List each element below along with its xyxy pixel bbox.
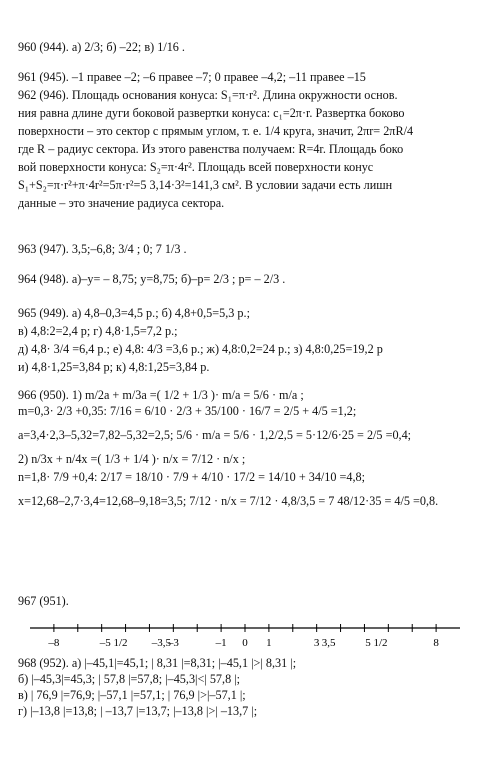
line-l962c: поверхности – это сектор с прямым углом, т. е. 1/4 круга, значит, 2πr= 2πR/4 [18,124,414,138]
line-l968a: 968 (952). а) |–45,1|=45,1; | 8,31 |=8,31; |–45,1 |>| 8,31 |; [18,656,297,670]
line-l964: 964 (948). а)–у= – 8,75; у=8,75; б)–р= 2/3 ; р= – 2/3 . [18,272,286,286]
line-l966e: n=1,8· 7/9 +0,4: 2/17 = 18/10 · 7/9 + 4/10 · 17/2 = 14/10 + 34/10 =4,8; [18,470,366,484]
line-l962g: данные – это значение радиуса сектора. [18,196,225,210]
line-l968b: б) |–45,3|=45,3; | 57,8 |=57,8; |–45,3|<| 57,8 |; [18,672,241,686]
line-l966c: a=3,4·2,3–5,32=7,82–5,32=2,5; 5/6 · m/a = 5/6 · 1,2/2,5 = 5·12/6·25 = 2/5 =0,4; [18,428,412,442]
line-l968d: г) |–13,8 |=13,8; | –13,7 |=13,7; |–13,8 |>| –13,7 |; [18,704,258,718]
line-l963: 963 (947). 3,5;–6,8; 3/4 ; 0; 7 1/3 . [18,242,187,256]
line-l966b: m=0,3· 2/3 +0,35: 7/16 = 6/10 · 2/3 + 35/100 · 16/7 = 2/5 + 4/5 =1,2; [18,404,357,418]
line-l965b: в) 4,8:2=2,4 р; г) 4,8·1,5=7,2 р.; [18,324,178,338]
number-line-label: 3,5 [321,637,336,649]
number-line-label: 3 [313,637,320,649]
line-l962b: ния равна длине дуги боковой развертки конуса: c₁=2π·r. Развертка боково [18,106,405,120]
number-line-label: 8 [433,637,439,649]
line-l961: 961 (945). –1 правее –2; –6 правее –7; 0 правее –4,2; –11 правее –15 [18,70,366,84]
line-l962e: вой поверхности конуса: S₂=π·4r². Площадь всей поверхности конус [18,160,374,174]
line-l965a: 965 (949). а) 4,8–0,3=4,5 р.; б) 4,8+0,5=5,3 р.; [18,306,250,320]
line-l962a: 962 (946). Площадь основания конуса: S₁=π·r². Длина окружности основ. [18,88,398,102]
number-line-label: –3,5 [151,637,172,649]
line-l962f: S₁+S₂=π·r²+π·4r²=5π·r²=5 3,14·3²=141,3 см². В условии задачи есть лишн [18,178,393,192]
line-l960: 960 (944). а) 2/3; б) –22; в) 1/16 . [18,40,185,54]
line-l962d: где R – радиус сектора. Из этого равенства получаем: R=4r. Площадь боко [18,142,404,156]
line-l966d: 2) n/3x + n/4x =( 1/3 + 1/4 )· n/x = 7/12 · n/x ; [18,452,246,466]
line-l968c: в) | 76,9 |=76,9; |–57,1 |=57,1; | 76,9 |>|–57,1 |; [18,688,246,702]
number-line-label: –8 [48,637,60,649]
line-l965c: д) 4,8· 3/4 =6,4 р.; е) 4,8: 4/3 =3,6 р.; ж) 4,8:0,2=24 р.; з) 4,8:0,25=19,2 р [18,342,383,356]
line-l967: 967 (951). [18,594,69,608]
line-l965d: и) 4,8·1,25=3,84 р; к) 4,8:1,25=3,84 р. [18,360,210,374]
number-line-label: 5 1/2 [365,637,388,649]
line-l966f: x=12,68–2,7·3,4=12,68–9,18=3,5; 7/12 · n/x = 7/12 · 4,8/3,5 = 7 48/12·35 = 4/5 =0,8. [18,494,439,508]
line-l966a: 966 (950). 1) m/2a + m/3a =( 1/2 + 1/3 )· m/a = 5/6 · m/a ; [18,388,304,402]
number-line-label: –5 1/2 [99,637,128,649]
number-line-label: –3 [167,637,179,649]
number-line-label: 1 [266,637,272,649]
number-line-label: –1 [215,637,227,649]
number-line [30,614,460,658]
number-line-label: 0 [242,637,248,649]
